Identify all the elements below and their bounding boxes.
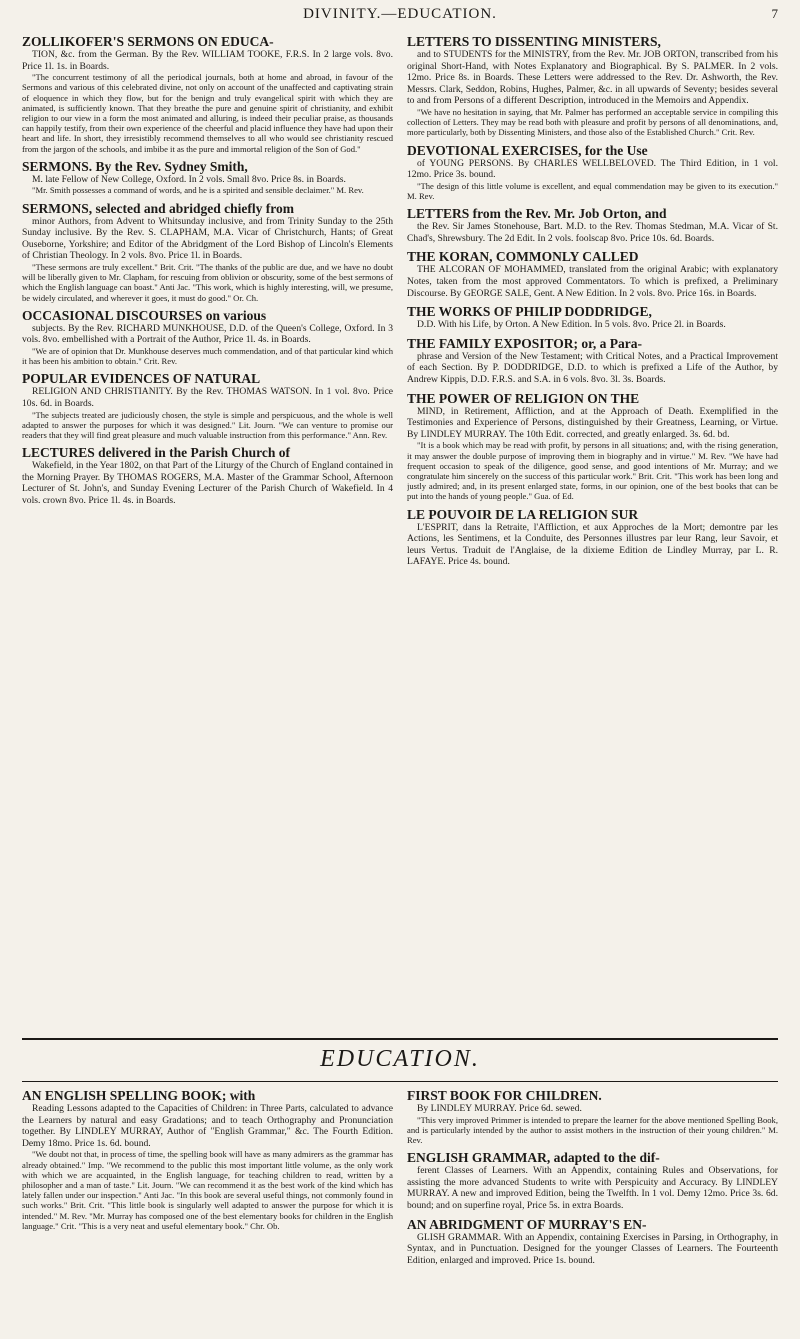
entry-heading: LETTERS TO DISSENTING MINISTERS,: [407, 34, 661, 49]
entry-body: minor Authors, from Advent to Whitsunday inclusive, and from Trinity Sunday to the 25th Sunday inclusive. By the Rev. S. CLAPHAM, M.A. Vicar of Christchurch, Hants; of Great Ouseborne, Yorkshire; and Editor of the Abridgment of the Lord Bishop of Lincoln's Elements of Christian Theology. In 2 vols. 8vo. Price 1l. in Boards.: [22, 215, 393, 262]
entry-body: Reading Lessons adapted to the Capacities of Children: in Three Parts, calculated to advance the Learners by natural and easy Gradations; and to teach Orthography and Pronunciation together. By LINDLEY MURRAY, Author of "English Grammar," &c. The Fourth Edition. Demy 18mo. Price 1s. 6d. bound.: [22, 1103, 393, 1149]
advertisement-entry: [22, 445, 393, 506]
entry-body: GLISH GRAMMAR. With an Appendix, containing Exercises in Parsing, in Orthography, in Syntax, and in Punctuation. Designed for the younger Classes of Learners. The Fourteenth Edition, enlarged and improved. Price 1s. bound.: [407, 1231, 778, 1266]
review-quote: "The design of this little volume is excellent, and equal commendation may be given to its execution." M. Rev.: [407, 180, 778, 201]
entry-heading: FIRST BOOK FOR CHILDREN.: [407, 1088, 602, 1103]
left-column: [22, 34, 393, 1034]
review-quote: "This very improved Primmer is intended to prepare the learner for the above mentioned Spelling Book, and is particularly intended by the author to assist mothers in the instruction of their young children." M. Rev.: [407, 1114, 778, 1145]
entry-heading: THE FAMILY EXPOSITOR; or, a Para-: [407, 335, 643, 351]
page-title: DIVINITY.—EDUCATION.: [303, 6, 497, 22]
advertisement-entry: [407, 336, 778, 386]
entry-body: L'ESPRIT, dans la Retraite, l'Affliction, et aux Approches de la Mort; demontre par les Actions, les Sentimens, et la Conduite, des Personnes illustres par leur Rang, leur Savoir, et leurs Vertus. Traduit de l'Anglaise, de la dixieme Edition de Lindley Murray, par L. R. LAFAYE. Price 4s. bound.: [407, 521, 778, 568]
page-number: 7: [771, 6, 778, 21]
entry-body: By LINDLEY MURRAY. Price 6d. sewed.: [417, 1103, 582, 1114]
advertisement-entry: [22, 308, 393, 367]
review-quote: "We have no hesitation in saying, that Mr. Palmer has performed an acceptable service in compiling this collection of Letters. They may be read both with pleasure and profit by persons of all denominations, and, more particularly, both by Dissenting Ministers, and those also of the Established Church." Crit. Rev.: [407, 106, 778, 138]
entry-body: MIND, in Retirement, Affliction, and at the Approach of Death. Exemplified in the Testimonies and Experience of Persons, distinguished by their Greatness, Learning, or Virtue. By LINDLEY MURRAY. The 10th Edit. corrected, and greatly enlarged. 3s. 6d. bd.: [407, 405, 778, 440]
advertisement-entry: [407, 1217, 778, 1267]
review-quote: "It is a book which may be read with profit, by persons in all situations; and, with the rising generation, it may answer the double purpose of improving them in biography and in virtue." M. Rev. "We have had frequent occasion to speak of the diligence, good sense, and good intentions of Mr. Murray; and we congratulate him sincerely on the success of this particular work." Brit. Crit. "This work has been long and justly admired; and, in its present enlarged state, forms, in our opinion, one of the best books that can be put into the hands of young people." Gua. of Ed.: [407, 440, 778, 502]
advertisement-entry: [22, 34, 393, 154]
advertisement-entry: [22, 201, 393, 303]
entry-body: the Rev. Sir James Stonehouse, Bart. M.D. to the Rev. Thomas Stedman, M.A. Vicar of St. Chad's, Shrewsbury. The 2d Edit. In 2 vols. foolscap 8vo. Price 10s. 6d. Boards.: [407, 221, 778, 244]
review-quote: "These sermons are truly excellent." Brit. Crit. "The thanks of the public are due, and we have no doubt will be liberally given to Mr. Clapham, for rescuing from oblivion or obscurity, some of the best sermons of which the English language can boast." Anti Jac. "This work, which is highly interesting, will, we presume, be widely circulated, and wherever it goes, it must do good." Or. Ch.: [22, 261, 393, 303]
entry-body: THE ALCORAN OF MOHAMMED, translated from the original Arabic; with explanatory Notes, taken from the most approved Commentators. To which is prefixed, a Preliminary Discourse. By GEORGE SALE, Gent. A New Edition. In 2 vols. 8vo. Price 16s. in Boards.: [407, 264, 778, 299]
entry-heading: LE POUVOIR DE LA RELIGION SUR: [407, 506, 639, 522]
review-quote: "We are of opinion that Dr. Munkhouse deserves much commendation, and of that particular kind which it has been his ambition to obtain." Crit. Rev.: [22, 345, 393, 367]
advertisement-entry: [407, 1150, 778, 1211]
review-quote: "The concurrent testimony of all the periodical journals, both at home and abroad, in favour of the Sermons and various of this celebrated divine, not only on account of the unaffected and captivating strain of eloquence in which they flow, but for the benign and truly evangelical spirit with which they are animated, is sufficiently known. That they breathe the pure and genuine spirit of christianity, and exhibit religion to our view in a form the most animated and alluring, is indeed their peculiar praise, as thousands can happily testify, from their own experience of the cheerful and placid influence they have had upon their heart and life. In short, they irresistibly recommend themselves to all who would see christianity rescued from the jargon of the schools, and imbibe it as the pure and immortal religion of the Son of God.": [22, 72, 393, 154]
entry-heading: LECTURES delivered in the Parish Church of: [22, 445, 291, 461]
entry-body: subjects. By the Rev. RICHARD MUNKHOUSE, D.D. of the Queen's College, Oxford. In 3 vols. 8vo. embellished with a Portrait of the Author, Price 1l. 4s. in Boards.: [22, 322, 393, 346]
advertisement-entry: [407, 304, 778, 331]
entry-heading: ENGLISH GRAMMAR, adapted to the dif-: [407, 1150, 660, 1166]
entry-body: of YOUNG PERSONS. By CHARLES WELLBELOVED. The Third Edition, in 1 vol. 12mo. Price 3s. bound.: [407, 157, 778, 181]
top-columns: [22, 34, 778, 1034]
entry-body: D.D. With his Life, by Orton. A New Edition. In 5 vols. 8vo. Price 2l. in Boards.: [417, 319, 726, 331]
entry-heading: SERMONS. By the Rev. Sydney Smith,: [22, 158, 248, 174]
entry-heading: ZOLLIKOFER'S SERMONS ON EDUCA-: [22, 34, 274, 49]
bottom-left-column: [22, 1088, 393, 1316]
right-column: [407, 34, 778, 1034]
section-title: EDUCATION.: [320, 1046, 480, 1072]
entry-heading: THE POWER OF RELIGION ON THE: [407, 390, 640, 406]
advertisement-entry: [407, 507, 778, 568]
running-head: [22, 6, 778, 34]
entry-heading: THE WORKS OF PHILIP DODDRIDGE,: [407, 304, 652, 320]
entry-heading: AN ENGLISH SPELLING BOOK; with: [22, 1088, 256, 1103]
advertisement-entry: [407, 391, 778, 502]
bottom-columns: [22, 1088, 778, 1316]
section-divider: [22, 1038, 778, 1040]
entry-heading: DEVOTIONAL EXERCISES, for the Use: [407, 142, 648, 158]
entry-body: M. late Fellow of New College, Oxford. In 2 vols. Small 8vo. Price 8s. in Boards.: [32, 173, 346, 185]
entry-heading: AN ABRIDGMENT OF MURRAY'S EN-: [407, 1216, 647, 1232]
review-quote: "The subjects treated are judiciously chosen, the style is simple and perspicuous, and the whole is well adapted to answer the purposes for which it was designed." Lit. Journ. "We can venture to promise our readers that they will find great pleasure and much valuable instruction from this performance." Ann. Rev.: [22, 409, 393, 440]
advertisement-entry: [22, 1088, 393, 1231]
advertisement-entry: [407, 34, 778, 138]
entry-body: Wakefield, in the Year 1802, on that Part of the Liturgy of the Church of England contained in the Morning Prayer. By THOMAS ROGERS, M.A. Master of the Grammar School, Afternoon Lecturer of St. John's, and Sunday Evening Lecturer of the Parish Church of Wakefield. In 4 vols. crown 8vo. Price 1l. 4s. in Boards.: [22, 460, 393, 506]
advertisement-entry: [407, 143, 778, 202]
entry-heading: POPULAR EVIDENCES OF NATURAL: [22, 371, 261, 387]
review-quote: "We doubt not that, in process of time, the spelling book will have as many admirers as the grammar has already obtained." Imp. "We recommend to the public this most important little volume, as the only work with which we are acquainted, in the English language, for teaching children to read, written by a philosopher and a man of taste." Lit. Journ. "We can recommend it as the best work of the kind which has lately fallen under our inspection." Anti Jac. "In this book are several useful things, not commonly found in such works." Brit. Crit. "This little book is singularly well adapted to answer the purpose for which it is intended." M. Rev. "Mr. Murray has composed one of the best elementary books for children in the English language." Crit. "This is a very neat and useful elementary book." Chr. Ob.: [22, 1149, 393, 1231]
entry-heading: LETTERS from the Rev. Mr. Job Orton, and: [407, 206, 667, 222]
entry-body: and to STUDENTS for the MINISTRY, from the Rev. Mr. JOB ORTON, transcribed from his original Short-Hand, with Notes Explanatory and Biographical. By S. PALMER. In 2 vols. 12mo. Price 8s. in Boards. These Letters were addressed to the Rev. Dr. Ashworth, the Rev. Messrs. Clark, Seddon, Robins, Hughes, Palmer, &c. in all upwards of Seventy; besides several to and from Persons of a different Description, introduced in the Memoirs and Appendix.: [407, 49, 778, 107]
advertisement-entry: [407, 1088, 778, 1145]
entry-heading: THE KORAN, COMMONLY CALLED: [407, 249, 639, 265]
section-rule: [22, 1081, 778, 1082]
entry-body: ferent Classes of Learners. With an Appendix, containing Rules and Observations, for assisting the more advanced Students to write with Perspicuity and Accuracy. By LINDLEY MURRAY. A new and improved Edition, being the Twelfth. In 1 vol. Demy 12mo. Price 3s. 6d. bound; and on superfine royal, Price 5s. in extra Boards.: [407, 1165, 778, 1211]
review-quote: "Mr. Smith possesses a command of words, and he is a spirited and sensible declaimer." M. Rev.: [32, 185, 364, 196]
advertisement-entry: [407, 206, 778, 244]
entry-heading: OCCASIONAL DISCOURSES on various: [22, 307, 267, 323]
entry-body: phrase and Version of the New Testament; with Critical Notes, and a Practical Improvement of each Section. By P. DODDRIDGE, D.D. to which is prefixed a Life of the Author, by Andrew Kippis, D.D. F.R.S. and S.A. in 6 vols. 8vo. 3l. 3s. Boards.: [407, 350, 778, 385]
bottom-right-column: [407, 1088, 778, 1316]
advertisement-entry: [407, 249, 778, 299]
entry-body: RELIGION AND CHRISTIANITY. By the Rev. THOMAS WATSON. In 1 vol. 8vo. Price 10s. 6d. in Boards.: [22, 386, 393, 409]
entry-body: TION, &c. from the German. By the Rev. WILLIAM TOOKE, F.R.S. In 2 large vols. 8vo. Price 1l. 1s. in Boards.: [22, 49, 393, 72]
advertisement-entry: [22, 371, 393, 440]
entry-heading: SERMONS, selected and abridged chiefly from: [22, 200, 294, 216]
advertisement-entry: [22, 159, 393, 196]
